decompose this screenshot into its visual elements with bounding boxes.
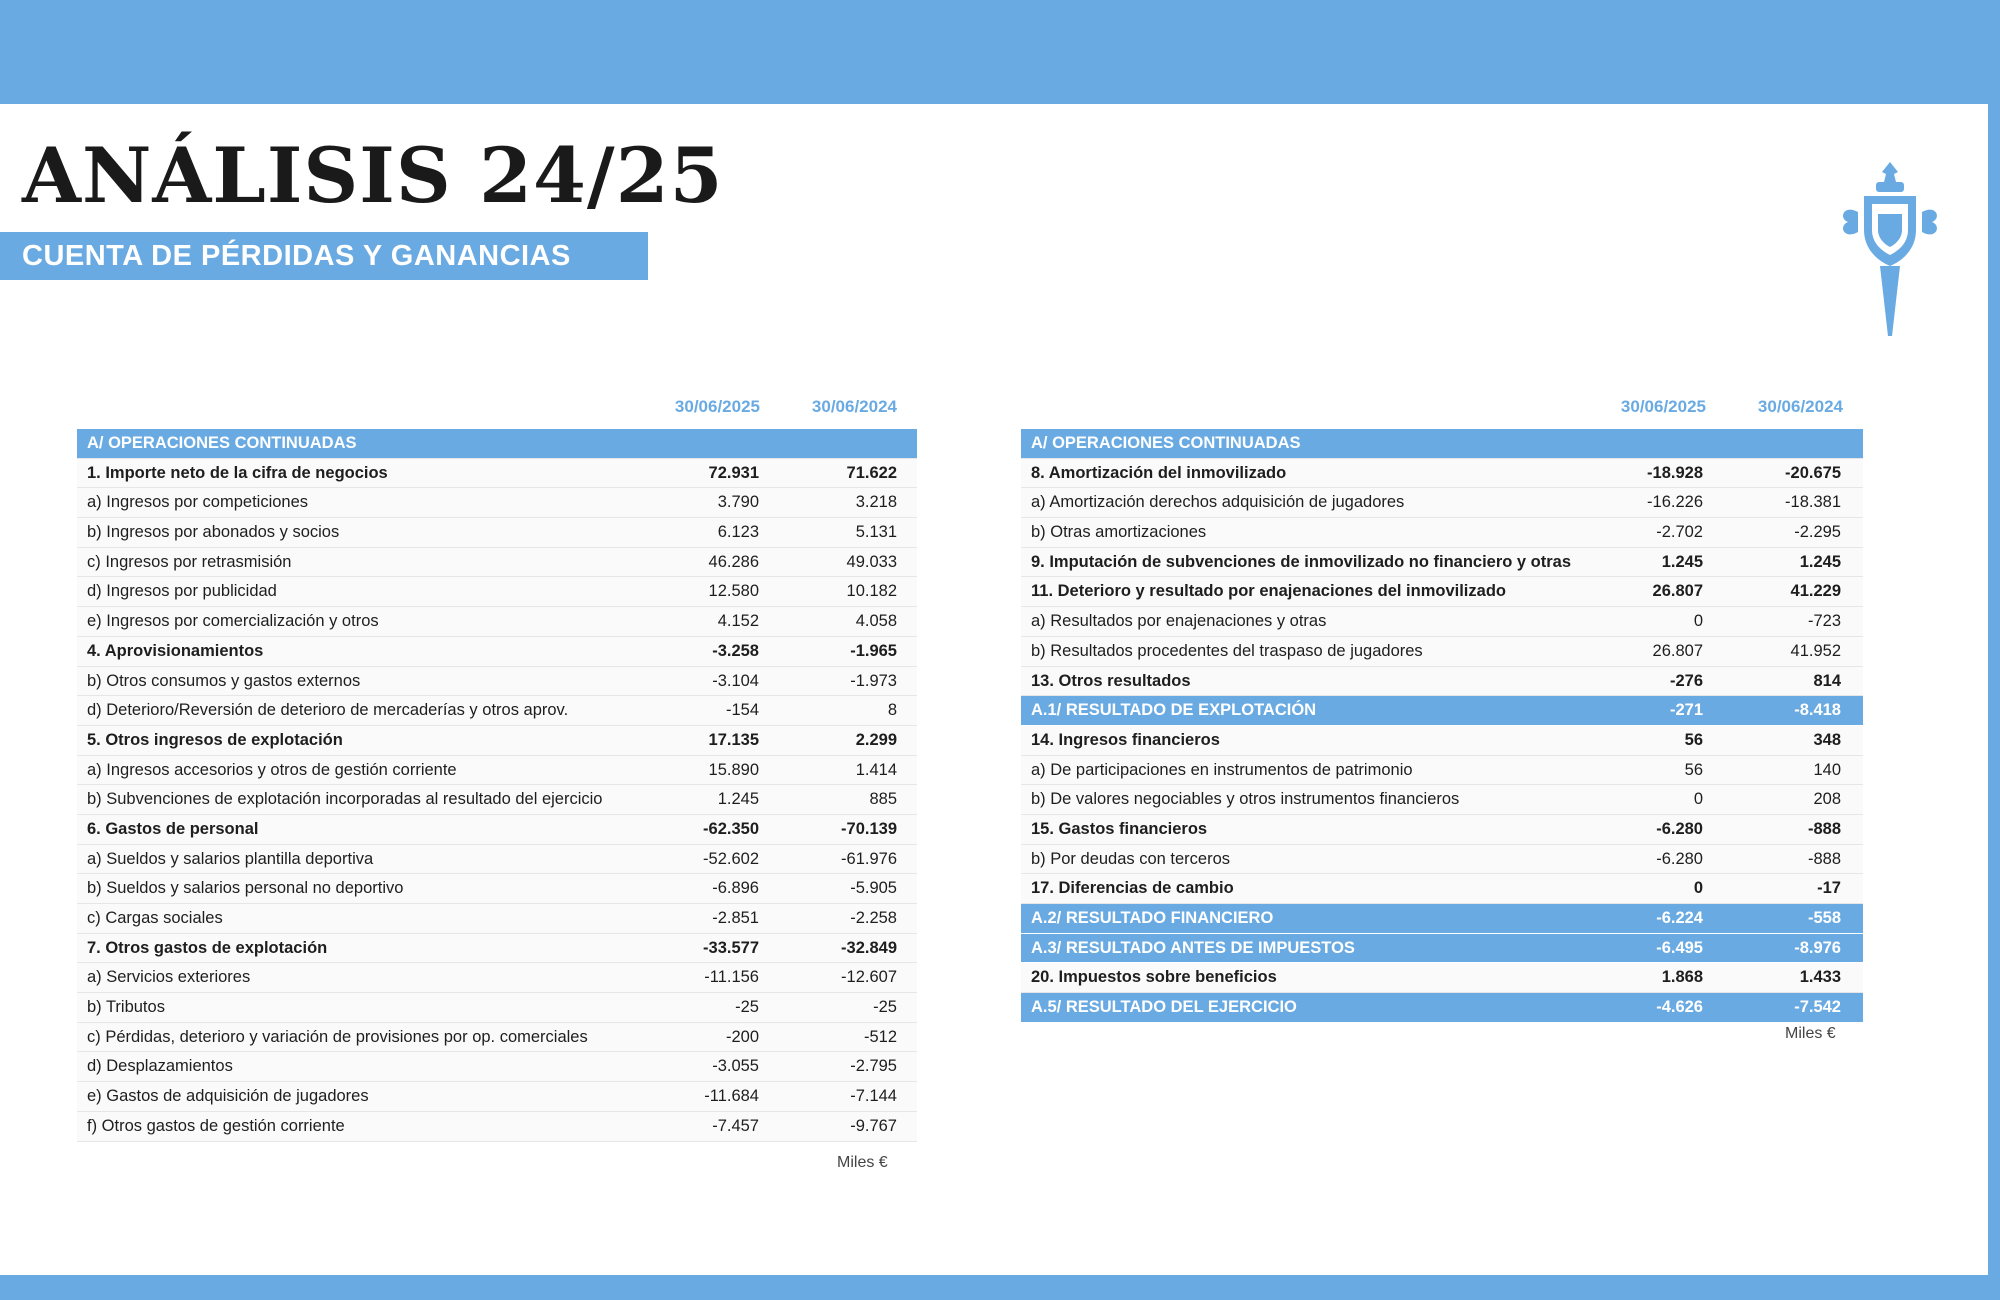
- value-2024: -888: [1807, 849, 1841, 868]
- units-label: Miles €: [1785, 1025, 1836, 1042]
- column-header-2024: 30/06/2024: [1757, 397, 1843, 416]
- section-header: [1021, 429, 1863, 459]
- row-label: b) Tributos: [87, 998, 165, 1017]
- value-2024: -25: [873, 998, 897, 1017]
- column-header-2025: 30/06/2025: [674, 397, 760, 416]
- table-row: [77, 1052, 917, 1082]
- row-label: 5. Otros ingresos de explotación: [87, 730, 343, 749]
- value-2025: 1.245: [1661, 552, 1703, 571]
- value-2025: -4.626: [1656, 998, 1703, 1017]
- table-row: [1021, 845, 1863, 875]
- value-2025: 0: [1693, 879, 1703, 898]
- table-row: [1021, 667, 1863, 697]
- result-row: [1021, 904, 1863, 934]
- value-2024: 41.952: [1790, 641, 1841, 660]
- table-row: [1021, 548, 1863, 578]
- row-label: 7. Otros gastos de explotación: [87, 938, 328, 957]
- row-label: d) Deterioro/Reversión de deterioro de mercaderías y otros aprov.: [87, 701, 569, 720]
- value-2025: -6.280: [1656, 819, 1703, 838]
- table-row: [77, 963, 917, 993]
- table-row: [1021, 607, 1863, 637]
- row-label: f) Otros gastos de gestión corriente: [87, 1116, 345, 1135]
- value-2025: -3.104: [712, 671, 759, 690]
- value-2025: -154: [725, 701, 759, 720]
- table-row: [77, 667, 917, 697]
- column-header-2025: 30/06/2025: [1620, 397, 1706, 416]
- table-row: [1021, 577, 1863, 607]
- value-2025: -62.350: [703, 819, 759, 838]
- table-row: [77, 845, 917, 875]
- value-2024: 348: [1813, 730, 1841, 749]
- row-label: a) Ingresos por competiciones: [87, 493, 309, 512]
- top-banner: [0, 0, 2000, 104]
- table-row: [77, 993, 917, 1023]
- left-table: [77, 397, 917, 1171]
- table-row: [1021, 518, 1863, 548]
- table-row: [77, 1082, 917, 1112]
- row-label: A.1/ RESULTADO DE EXPLOTACIÓN: [1031, 701, 1317, 720]
- bottom-banner: [0, 1275, 2000, 1300]
- value-2025: 26.807: [1652, 582, 1703, 601]
- table-row: [77, 904, 917, 934]
- value-2025: 3.790: [717, 493, 759, 512]
- value-2025: -16.226: [1647, 493, 1703, 512]
- value-2025: -6.280: [1656, 849, 1703, 868]
- value-2024: 1.414: [855, 760, 897, 779]
- value-2025: -7.457: [712, 1116, 759, 1135]
- table-row: [77, 518, 917, 548]
- row-label: a) Ingresos accesorios y otros de gestión corriente: [87, 760, 457, 779]
- value-2025: 56: [1684, 760, 1703, 779]
- value-2025: 26.807: [1652, 641, 1703, 660]
- value-2025: 4.152: [717, 612, 759, 631]
- value-2025: -3.258: [712, 641, 759, 660]
- table-row: [1021, 785, 1863, 815]
- value-2024: -1.973: [850, 671, 897, 690]
- value-2025: -2.851: [712, 909, 759, 927]
- value-2025: -200: [725, 1027, 759, 1046]
- value-2024: -61.976: [841, 849, 897, 868]
- value-2025: 6.123: [717, 523, 759, 542]
- value-2025: 1.245: [717, 790, 759, 809]
- value-2025: -18.928: [1647, 463, 1703, 482]
- row-label: 11. Deterioro y resultado por enajenaciones del inmovilizado: [1031, 582, 1506, 601]
- value-2024: 814: [1813, 671, 1841, 690]
- row-label: b) Resultados procedentes del traspaso de jugadores: [1031, 641, 1423, 660]
- table-row: [77, 548, 917, 578]
- row-label: A.3/ RESULTADO ANTES DE IMPUESTOS: [1031, 938, 1355, 957]
- value-2024: 8: [887, 701, 897, 720]
- table-row: [77, 785, 917, 815]
- value-2024: -1.965: [850, 641, 897, 660]
- table-row: [1021, 488, 1863, 518]
- value-2025: -6.495: [1656, 938, 1703, 957]
- row-label: e) Gastos de adquisición de jugadores: [87, 1087, 369, 1106]
- row-label: A.2/ RESULTADO FINANCIERO: [1031, 909, 1274, 927]
- table-row: [77, 874, 917, 904]
- result-row: [1021, 993, 1863, 1023]
- section-title: A/ OPERACIONES CONTINUADAS: [1031, 434, 1301, 452]
- table-row: [1021, 874, 1863, 904]
- result-row: [1021, 934, 1863, 964]
- row-label: c) Pérdidas, deterioro y variación de provisiones por op. comerciales: [87, 1027, 588, 1046]
- crest-logo-icon: [1834, 160, 1946, 346]
- value-2024: -558: [1807, 909, 1841, 927]
- value-2025: -25: [735, 998, 759, 1017]
- row-label: c) Cargas sociales: [87, 909, 223, 927]
- value-2024: -7.144: [850, 1087, 897, 1106]
- value-2024: 140: [1813, 760, 1841, 779]
- value-2024: -8.418: [1794, 701, 1841, 720]
- row-label: b) Otras amortizaciones: [1031, 523, 1207, 542]
- table-row: [77, 726, 917, 756]
- row-label: 13. Otros resultados: [1031, 671, 1191, 690]
- table-row: [1021, 726, 1863, 756]
- row-label: 6. Gastos de personal: [87, 819, 259, 838]
- value-2025: -6.224: [1656, 909, 1703, 927]
- table-row: [77, 488, 917, 518]
- value-2025: 72.931: [708, 463, 759, 482]
- value-2024: 1.245: [1799, 552, 1841, 571]
- value-2025: -271: [1669, 701, 1703, 720]
- value-2025: -2.702: [1656, 523, 1703, 542]
- table-row: [77, 696, 917, 726]
- table-row: [1021, 637, 1863, 667]
- row-label: b) Subvenciones de explotación incorporadas al resultado del ejercicio: [87, 790, 603, 809]
- table-row: [77, 1023, 917, 1053]
- table-row: [77, 577, 917, 607]
- units-label: Miles €: [837, 1154, 888, 1171]
- value-2024: -8.976: [1794, 938, 1841, 957]
- row-label: b) Otros consumos y gastos externos: [87, 671, 361, 690]
- table-row: [77, 637, 917, 667]
- row-label: e) Ingresos por comercialización y otros: [87, 612, 379, 631]
- table-row: [1021, 815, 1863, 845]
- row-label: 9. Imputación de subvenciones de inmovilizado no financiero y otras: [1031, 552, 1572, 571]
- value-2025: 0: [1693, 790, 1703, 809]
- value-2025: 0: [1693, 612, 1703, 631]
- value-2025: -11.684: [704, 1087, 759, 1106]
- side-banner: [1988, 104, 2000, 1275]
- value-2025: -3.055: [712, 1057, 759, 1076]
- value-2025: -52.602: [703, 849, 759, 868]
- result-row: [1021, 696, 1863, 726]
- value-2024: 2.299: [855, 730, 897, 749]
- row-label: 15. Gastos financieros: [1031, 819, 1208, 838]
- value-2024: -18.381: [1785, 493, 1841, 512]
- value-2025: 17.135: [708, 730, 759, 749]
- table-row: [77, 459, 917, 489]
- row-label: 20. Impuestos sobre beneficios: [1031, 968, 1277, 987]
- value-2024: -9.767: [850, 1116, 897, 1135]
- row-label: b) Ingresos por abonados y socios: [87, 523, 340, 542]
- table-row: [77, 1112, 917, 1142]
- value-2024: 49.033: [846, 552, 897, 571]
- left-table-header: [77, 397, 917, 429]
- value-2024: 71.622: [846, 463, 897, 482]
- value-2025: -6.896: [712, 879, 759, 898]
- value-2025: 46.286: [708, 552, 759, 571]
- table-row: [1021, 756, 1863, 786]
- value-2024: -888: [1807, 819, 1841, 838]
- row-label: 14. Ingresos financieros: [1031, 730, 1220, 749]
- value-2024: -512: [863, 1027, 897, 1046]
- value-2024: 1.433: [1799, 968, 1841, 987]
- row-label: a) De participaciones en instrumentos de patrimonio: [1031, 760, 1413, 779]
- value-2025: 1.868: [1661, 968, 1703, 987]
- value-2024: -12.607: [841, 968, 897, 987]
- value-2024: -723: [1807, 612, 1841, 631]
- value-2024: 41.229: [1790, 582, 1841, 601]
- table-row: [1021, 963, 1863, 993]
- row-label: d) Desplazamientos: [87, 1057, 233, 1076]
- value-2024: 885: [869, 790, 897, 809]
- page-title: ANÁLISIS 24/25: [22, 131, 724, 220]
- value-2024: -70.139: [841, 819, 897, 838]
- table-row: [77, 756, 917, 786]
- row-label: d) Ingresos por publicidad: [87, 582, 277, 601]
- row-label: 4. Aprovisionamientos: [87, 641, 264, 660]
- value-2025: -276: [1669, 671, 1703, 690]
- row-label: a) Resultados por enajenaciones y otras: [1031, 612, 1327, 631]
- right-table: [1021, 397, 1863, 1042]
- row-label: A.5/ RESULTADO DEL EJERCICIO: [1031, 998, 1297, 1017]
- value-2024: -2.795: [850, 1057, 897, 1076]
- row-label: a) Sueldos y salarios plantilla deportiva: [87, 849, 374, 868]
- value-2024: -2.258: [850, 909, 897, 927]
- value-2024: -20.675: [1785, 463, 1841, 482]
- right-table-header: [1021, 397, 1863, 429]
- row-label: b) De valores negociables y otros instrumentos financieros: [1031, 790, 1460, 809]
- value-2024: 4.058: [855, 612, 897, 631]
- section-header: [77, 429, 917, 459]
- value-2024: -17: [1817, 879, 1841, 898]
- row-label: c) Ingresos por retrasmisión: [87, 552, 292, 571]
- value-2024: -2.295: [1794, 523, 1841, 542]
- table-row: [77, 607, 917, 637]
- row-label: a) Amortización derechos adquisición de jugadores: [1031, 493, 1405, 512]
- table-row: [77, 815, 917, 845]
- row-label: b) Sueldos y salarios personal no deportivo: [87, 879, 404, 898]
- value-2024: -7.542: [1794, 998, 1841, 1017]
- value-2024: -5.905: [850, 879, 897, 898]
- value-2024: 208: [1813, 790, 1841, 809]
- table-row: [1021, 459, 1863, 489]
- value-2024: 5.131: [855, 523, 897, 542]
- value-2024: 3.218: [855, 493, 897, 512]
- column-header-2024: 30/06/2024: [811, 397, 897, 416]
- row-label: 1. Importe neto de la cifra de negocios: [87, 463, 388, 482]
- value-2025: 12.580: [708, 582, 759, 601]
- table-row: [77, 934, 917, 964]
- value-2025: 15.890: [708, 760, 759, 779]
- value-2025: -11.156: [704, 968, 759, 987]
- value-2024: 10.182: [846, 582, 897, 601]
- row-label: 8. Amortización del inmovilizado: [1031, 463, 1287, 482]
- row-label: 17. Diferencias de cambio: [1031, 879, 1234, 898]
- section-title: A/ OPERACIONES CONTINUADAS: [87, 434, 357, 452]
- row-label: a) Servicios exteriores: [87, 968, 251, 987]
- value-2025: -33.577: [703, 938, 759, 957]
- page-subtitle: CUENTA DE PÉRDIDAS Y GANANCIAS: [22, 240, 571, 272]
- value-2024: -32.849: [841, 938, 897, 957]
- row-label: b) Por deudas con terceros: [1031, 849, 1231, 868]
- value-2025: 56: [1684, 730, 1703, 749]
